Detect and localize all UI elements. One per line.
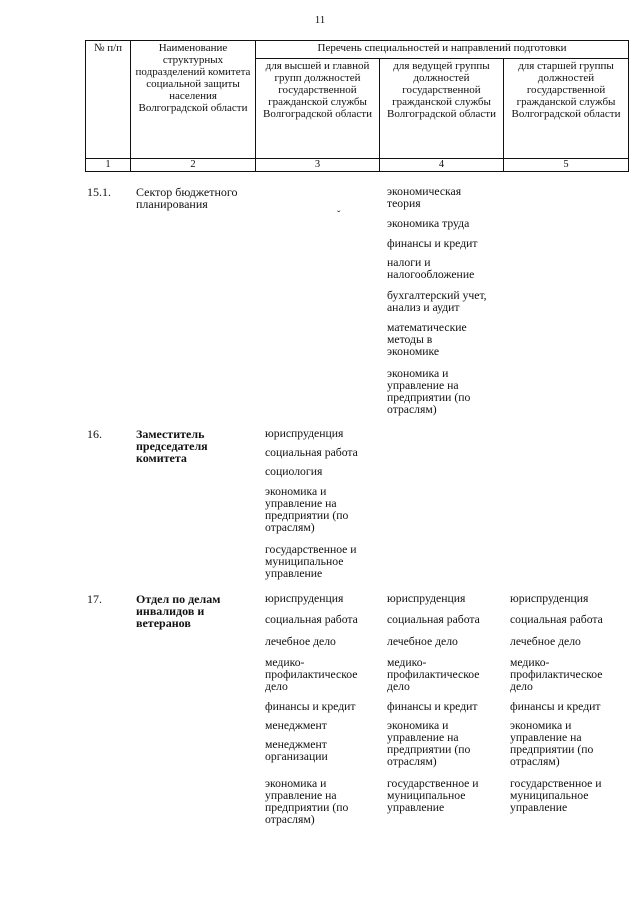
header-number-3: 3 — [256, 159, 380, 172]
specialty-entry: юриспруденция — [265, 427, 344, 440]
specialty-entry: юриспруденция — [510, 592, 589, 605]
specialty-entry: экономика труда — [387, 217, 470, 230]
row-number: 16. — [87, 427, 102, 441]
specialty-entry: математические методы в экономике — [387, 321, 467, 358]
header-number-1: 1 — [86, 159, 131, 172]
specialty-entry: экономика и управление на предприятии (по отраслям) — [510, 719, 594, 768]
specialty-entry: экономика и управление на предприятии (по отраслям) — [387, 719, 471, 768]
row-name: Заместитель председателя комитета — [136, 427, 208, 465]
header-col-name: Наименование структурных подразделений комитета социальной защиты населения Волгоградской области — [131, 41, 256, 159]
specialty-entry: экономика и управление на предприятии (по отраслям) — [265, 485, 349, 534]
specialty-entry: лечебное дело — [265, 635, 336, 648]
page-number: 11 — [314, 14, 326, 26]
specialty-entry: менеджмент организации — [265, 738, 328, 763]
header-table — [85, 40, 629, 172]
specialty-entry: экономика и управление на предприятии (по отраслям) — [265, 777, 349, 826]
specialty-entry: налоги и налогообложение — [387, 256, 475, 281]
row-name: Сектор бюджетного планирования — [136, 185, 238, 211]
header-number-5: 5 — [504, 159, 629, 172]
specialty-entry: экономическая теория — [387, 185, 462, 210]
specialty-entry: лечебное дело — [387, 635, 458, 648]
specialty-entry: бухгалтерский учет, анализ и аудит — [387, 289, 487, 314]
specialty-entry: медико-профилактическое дело — [265, 656, 358, 693]
specialty-entry: экономика и управление на предприятии (по отраслям) — [387, 367, 471, 416]
specialty-entry: медико-профилактическое дело — [510, 656, 603, 693]
specialty-entry: социальная работа — [265, 613, 358, 626]
specialty-entry: государственное и муниципальное управление — [387, 777, 479, 814]
header-col-number: № п/п — [86, 41, 131, 159]
header-col-senior-groups: для высшей и главной групп должностей государственной гражданской службы Волгоградской области — [256, 59, 380, 159]
specialty-entry: социальная работа — [510, 613, 603, 626]
specialty-entry: финансы и кредит — [387, 237, 478, 250]
specialty-entry: социология — [265, 465, 323, 478]
specialty-entry: социальная работа — [265, 446, 358, 459]
specialty-entry: государственное и муниципальное управление — [265, 543, 357, 580]
header-number-2: 2 — [131, 159, 256, 172]
header-group-title: Перечень специальностей и направлений подготовки — [256, 41, 629, 59]
header-number-4: 4 — [380, 159, 504, 172]
specialty-entry: менеджмент — [265, 719, 327, 732]
specialty-entry: финансы и кредит — [265, 700, 356, 713]
header-col-leading-group: для ведущей группы должностей государственной гражданской службы Волгоградской области — [380, 59, 504, 159]
specialty-entry: финансы и кредит — [387, 700, 478, 713]
specialty-entry: лечебное дело — [510, 635, 581, 648]
specialty-entry: юриспруденция — [265, 592, 344, 605]
header-col-older-group: для старшей группы должностей государственной гражданской службы Волгоградской области — [504, 59, 629, 159]
row-name: Отдел по делам инвалидов и ветеранов — [136, 592, 221, 630]
specialty-entry: медико-профилактическое дело — [387, 656, 480, 693]
row-number: 17. — [87, 592, 102, 606]
row-number: 15.1. — [87, 185, 111, 199]
specialty-entry: государственное и муниципальное управление — [510, 777, 602, 814]
specialty-entry: социальная работа — [387, 613, 480, 626]
specialty-entry: финансы и кредит — [510, 700, 601, 713]
stray-mark: ˇ — [337, 210, 341, 221]
specialty-entry: юриспруденция — [387, 592, 466, 605]
